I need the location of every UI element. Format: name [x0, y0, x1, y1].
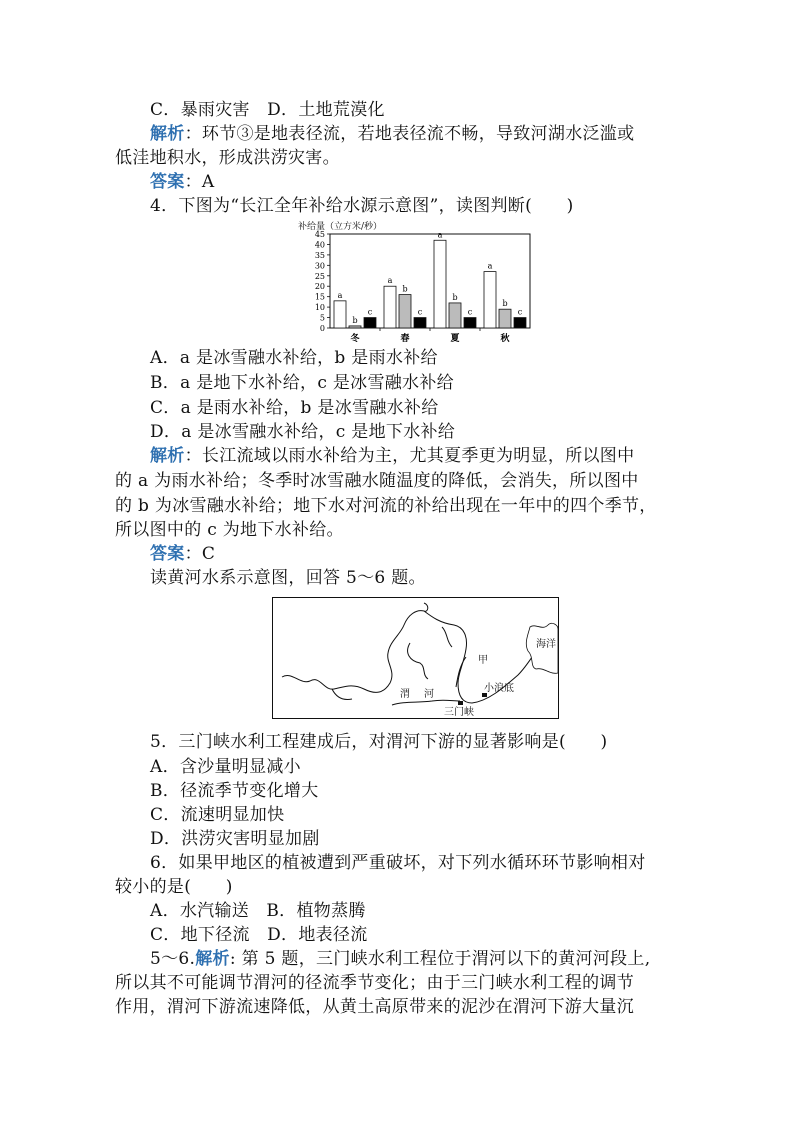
y-tick-label: 30 — [314, 261, 325, 271]
x-category-label: 夏 — [450, 334, 460, 344]
bar-b — [499, 309, 511, 328]
bar-series-label: c — [367, 307, 373, 317]
y-tick-label: 0 — [319, 324, 325, 333]
bar-c — [464, 318, 476, 328]
bar-a — [434, 240, 446, 328]
bar-a — [384, 286, 396, 328]
bars — [334, 230, 526, 328]
q5-option-a: A．含沙量明显减小 — [150, 757, 301, 777]
analysis-text: : 第 5 题，三门峡水利工程位于渭河以下的黄河河段上, — [229, 949, 651, 969]
sea-label: 海洋 — [536, 639, 556, 650]
y-tick-label: 35 — [314, 250, 325, 260]
q6-options-ab: A．水汽输送 B．植物蒸腾 — [150, 901, 366, 921]
q56-analysis-line-3: 作用，渭河下游流速降低，从黄土高原带来的泥沙在渭河下游大量沉 — [115, 997, 634, 1017]
map-frame — [273, 598, 559, 719]
bar-series-label: a — [487, 261, 493, 271]
bar-c — [364, 318, 376, 328]
x-category-label: 冬 — [350, 334, 360, 344]
y-tick-label: 10 — [314, 303, 325, 313]
bar-series-label: b — [352, 315, 358, 325]
q4-analysis-line-4: 所以图中的 c 为地下水补给。 — [115, 520, 344, 540]
q4-analysis-line-1 — [150, 444, 634, 468]
q4-analysis-line-2: 的 a 为雨水补给；冬季时冰雪融水随温度的降低，会消失，所以图中 — [115, 471, 639, 491]
answer-value: ：C — [184, 544, 216, 564]
y-tick-label: 15 — [314, 292, 325, 302]
q56-analysis-line-2: 所以其不可能调节渭河的径流季节变化；由于三门峡水利工程的调节 — [115, 973, 634, 993]
y-tick-label: 45 — [314, 230, 325, 239]
q5-option-b: B．径流季节变化增大 — [150, 781, 319, 801]
bar-b — [449, 303, 461, 328]
bar-series-label: c — [517, 307, 523, 317]
chart-ylabel: 补给量（立方米/秒） — [298, 222, 383, 232]
x-category-label: 秋 — [500, 334, 510, 344]
q5-stem: 5．三门峡水利工程建成后，对渭河下游的显著影响是( ) — [150, 732, 608, 752]
q4-answer — [150, 542, 215, 566]
analysis-text: ：长江流域以雨水补给为主，尤其夏季更为明显，所以图中 — [184, 446, 635, 466]
q4-option-c: C．a 是雨水补给，b 是冰雪融水补给 — [150, 398, 439, 418]
q6-options-cd: C．地下径流 D．地表径流 — [150, 925, 368, 945]
y-tick-label: 40 — [314, 240, 325, 250]
bar-series-label: a — [437, 230, 443, 240]
q6-stem-line-2: 较小的是( ) — [115, 877, 233, 897]
q3-options-cd: C．暴雨灾害 D．土地荒漠化 — [150, 100, 385, 120]
analysis-label: 解析 — [195, 949, 230, 969]
y-tick-label: 20 — [314, 282, 325, 292]
bar-series-label: a — [387, 276, 393, 286]
bar-a — [334, 301, 346, 328]
q4-option-d: D．a 是冰雪融水补给，c 是地下水补给 — [150, 422, 456, 442]
q56-analysis-line-1 — [150, 947, 650, 971]
wei-label: 渭 — [400, 689, 410, 700]
q3-analysis-line-1 — [150, 122, 634, 146]
bar-series-label: c — [467, 307, 473, 317]
x-category-label: 春 — [400, 334, 410, 344]
bar-series-label: b — [402, 284, 408, 294]
sanmenxia-label: 三门峡 — [444, 707, 474, 718]
xiaolangdi-label: 小浪底 — [484, 683, 514, 694]
bar-c — [514, 318, 526, 328]
bar-b — [399, 295, 411, 328]
q6-stem-line-1: 6．如果甲地区的植被遭到严重破坏，对下列水循环环节影响相对 — [150, 853, 646, 873]
y-tick-label: 5 — [319, 313, 325, 323]
q4-option-b: B．a 是地下水补给，c 是冰雪融水补给 — [150, 373, 454, 393]
q5-option-c: C．流速明显加快 — [150, 805, 285, 825]
sanmenxia-dam-marker — [458, 701, 463, 705]
reading-intro: 读黄河水系示意图，回答 5～6 题。 — [150, 568, 426, 588]
bar-a — [484, 272, 496, 328]
answer-label: 答案 — [150, 172, 185, 192]
y-tick-label: 25 — [314, 271, 325, 281]
bar-series-label: b — [502, 299, 508, 309]
answer-label: 答案 — [150, 544, 185, 564]
bar-series-label: c — [417, 307, 423, 317]
jia-label: 甲 — [478, 655, 488, 666]
bar-b — [349, 326, 361, 328]
bar-series-label: a — [337, 290, 343, 300]
analysis-text: ：环节③是地表径流，若地表径流不畅，导致河湖水泛滥或 — [184, 124, 635, 144]
q3-analysis-line-2: 低洼地积水，形成洪涝灾害。 — [115, 148, 340, 168]
answer-value: ：A — [184, 172, 215, 192]
q4-stem: 4．下图为“长江全年补给水源示意图”，读图判断( ) — [150, 196, 574, 216]
q5-option-d: D．洪涝灾害明显加剧 — [150, 829, 320, 849]
q4-option-a: A．a 是冰雪融水补给，b 是雨水补给 — [150, 348, 438, 368]
analysis-label: 解析 — [150, 124, 185, 144]
x-axis — [350, 328, 510, 344]
q3-answer — [150, 170, 215, 194]
yellow-river-map — [272, 597, 559, 719]
he-label: 河 — [424, 689, 434, 700]
analysis-label: 解析 — [150, 446, 185, 466]
q4-analysis-line-3: 的 b 为冰雪融水补给；地下水对河流的补给出现在一年中的四个季节， — [115, 496, 657, 516]
bar-c — [414, 318, 426, 328]
q56-prefix: 5～6. — [150, 949, 196, 969]
supply-chart — [290, 218, 540, 348]
y-axis — [315, 230, 330, 333]
bar-series-label: b — [452, 292, 458, 302]
